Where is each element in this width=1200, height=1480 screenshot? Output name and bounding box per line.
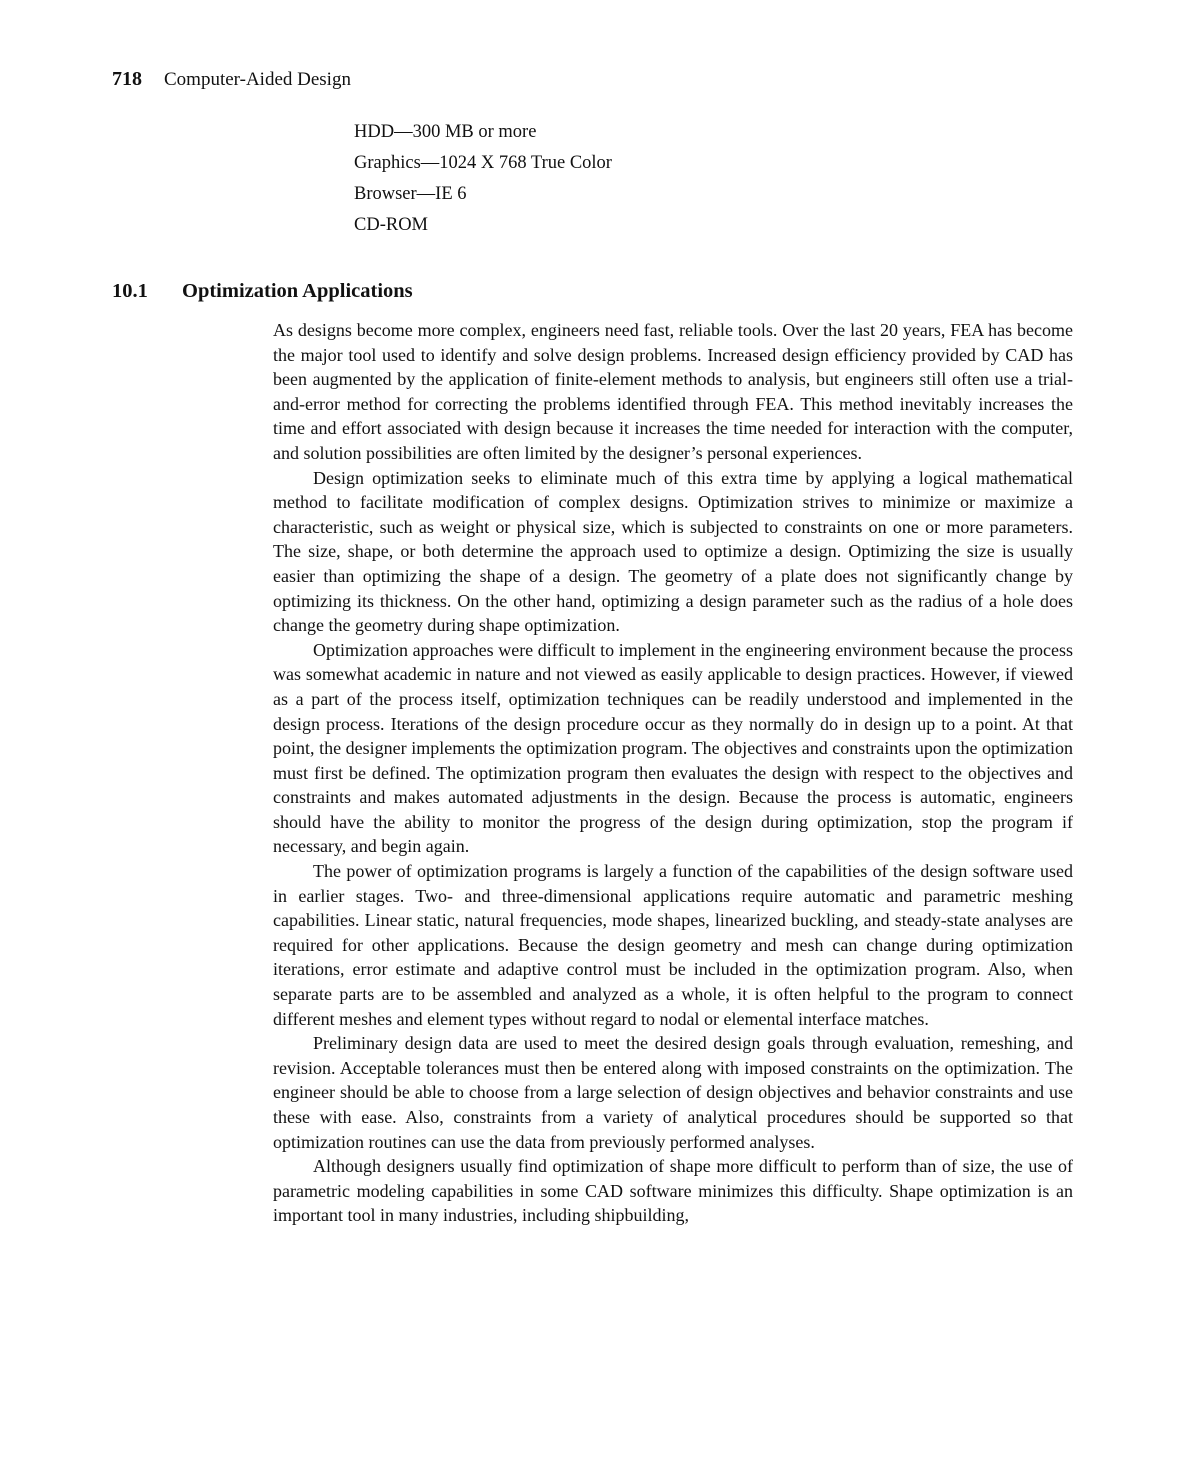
list-item: Browser—IE 6 (354, 184, 467, 204)
paragraph: The power of optimization programs is largely a function of the capabilities of the design software used in earlier stages. Two- and three-dimensional applications require automatic and parametric meshing capabilities. Linear static, natural frequencies, mode shapes, linearized buckling, and steady-state analyses are required for other applications. Because the design geometry and mesh can change during optimization iterations, error estimate and adaptive control must be included in the optimization program. Also, when separate parts are to be assembled and analyzed as a whole, it is often helpful to the program to connect different meshes and element types without regard to nodal or elemental interface matches. (273, 861, 1073, 1029)
page-number: 718 (112, 68, 142, 90)
list-item: Graphics—1024 X 768 True Color (354, 153, 612, 173)
running-head (112, 68, 351, 91)
list-item: HDD—300 MB or more (354, 122, 537, 142)
section-number: 10.1 (112, 280, 148, 302)
paragraph: Design optimization seeks to eliminate much of this extra time by applying a logical mathematical method to facilitate modification of complex designs. Optimization strives to minimize or maximize a characteristic, such as weight or physical size, which is subjected to constraints on one or more parameters. The size, shape, or both determine the approach used to optimize a design. Optimizing the size is usually easier than optimizing the shape of a design. The geometry of a plate does not significantly change by optimizing its thickness. On the other hand, optimizing a design parameter such as the radius of a hole does change the geometry during shape optimization. (273, 467, 1073, 636)
section-title: Optimization Applications (182, 280, 413, 302)
list-item: CD-ROM (354, 215, 429, 235)
body-text (273, 318, 1073, 1228)
paragraph: As designs become more complex, engineers need fast, reliable tools. Over the last 20 years, FEA has become the major tool used to identify and solve design problems. Increased design efficiency provided by CAD has been augmented by the application of finite-element methods to analysis, but engineers still often use a trial-and-error method for correcting the problems identified through FEA. This method inevitably increases the time and effort associated with design because it increases the time needed for interaction with the computer, and solution possibilities are often limited by the designer’s personal experiences. (273, 320, 1073, 463)
paragraph: Optimization approaches were difficult to implement in the engineering environment because the process was somewhat academic in nature and not viewed as easily applicable to design practices. However, if viewed as a part of the process itself, optimization techniques can be readily understood and implemented in the design process. Iterations of the design procedure occur as they normally do in design up to a point. At that point, the designer implements the optimization program. The objectives and constraints upon the optimization must first be defined. The optimization program then evaluates the design with respect to the objectives and constraints and makes automated adjustments in the design. Because the process is automatic, engineers should have the ability to monitor the progress of the design during optimization, stop the program if necessary, and begin again. (273, 639, 1073, 857)
section-heading (112, 280, 413, 303)
system-requirements-list (354, 117, 612, 241)
running-title: Computer-Aided Design (164, 69, 351, 90)
paragraph: Preliminary design data are used to meet the desired design goals through evaluation, remeshing, and revision. Acceptable tolerances must then be entered along with imposed constraints on the optimization. The engineer should be able to choose from a large selection of design objectives and behavior constraints and use these with ease. Also, constraints from a variety of analytical procedures should be supported so that optimization routines can use the data from previously performed analyses. (273, 1033, 1073, 1152)
paragraph: Although designers usually find optimization of shape more difficult to perform than of size, the use of parametric modeling capabilities in some CAD software minimizes this difficulty. Shape optimization is an important tool in many industries, including shipbuilding, (273, 1156, 1073, 1226)
